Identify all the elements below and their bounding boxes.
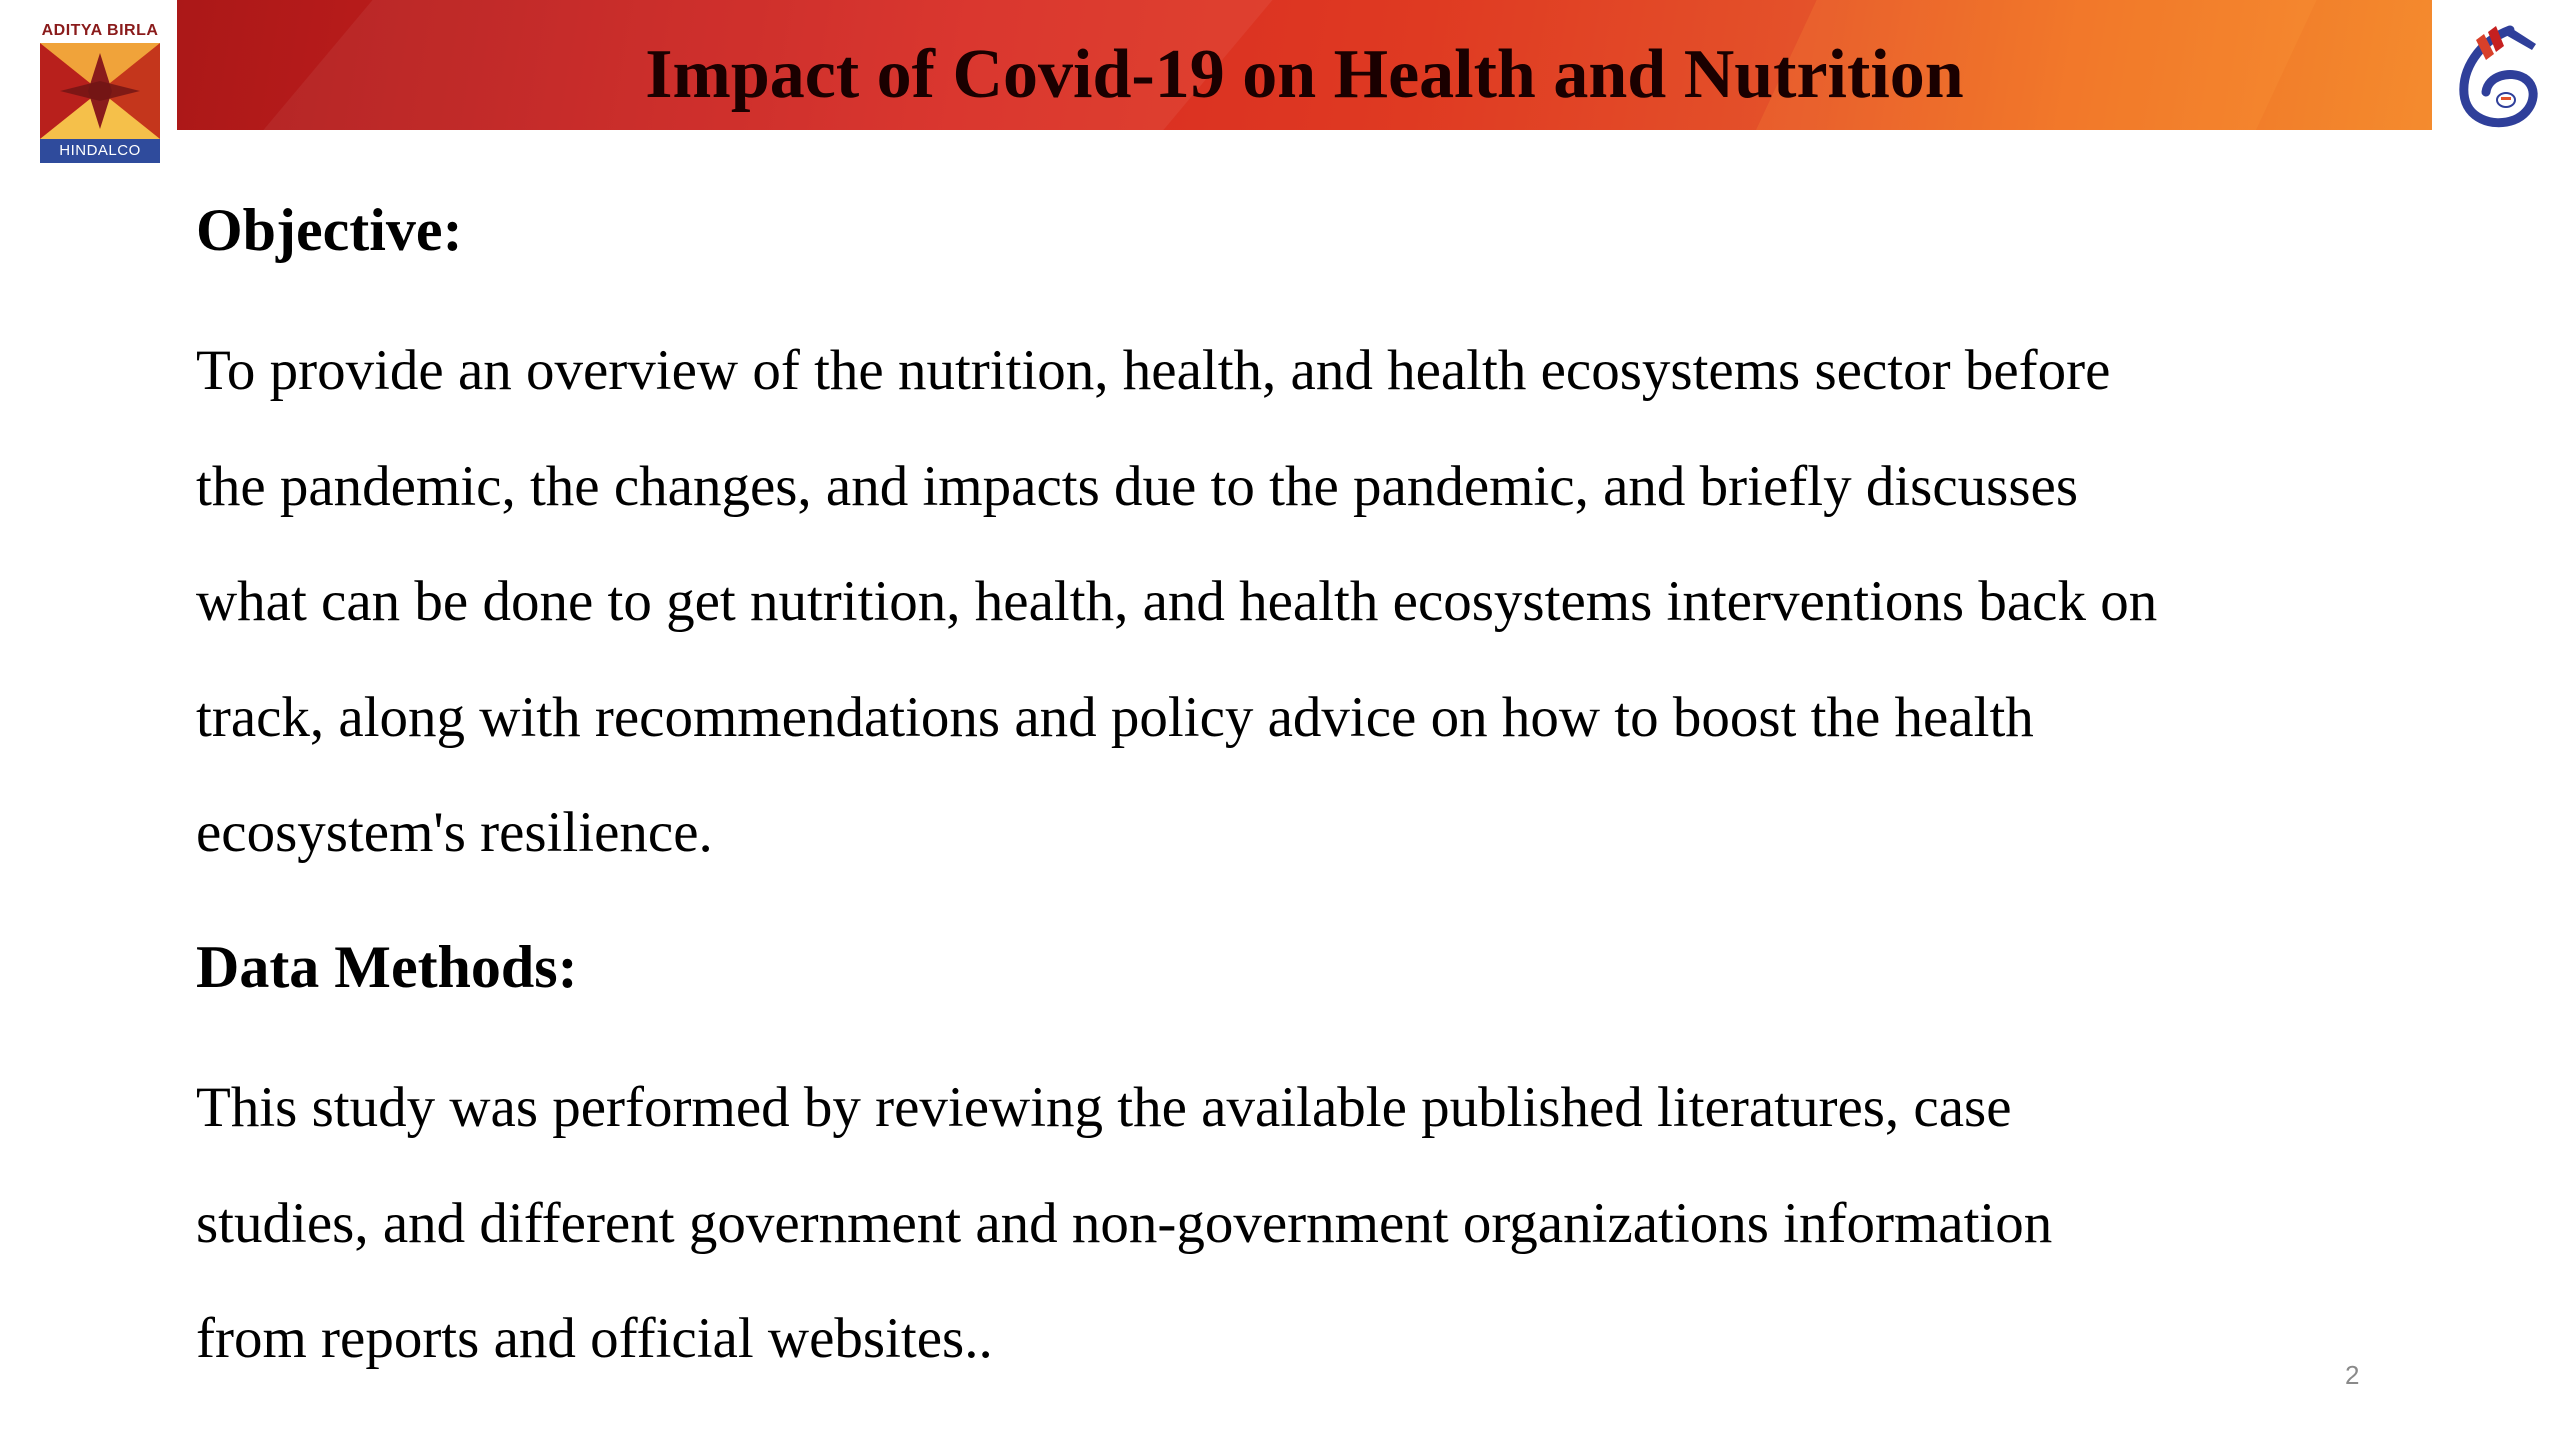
data-methods-line: from reports and official websites..: [196, 1307, 993, 1370]
objective-line: ecosystem's resilience.: [196, 801, 713, 864]
aditya-birla-sun-icon: [40, 43, 160, 139]
page-number: 2: [2345, 1360, 2360, 1390]
data-methods-line: This study was performed by reviewing the available published literatures, case: [196, 1076, 2012, 1139]
data-methods-heading: Data Methods:: [196, 934, 578, 1000]
slide-title: Impact of Covid-19 on Health and Nutrition: [645, 36, 1964, 113]
objective-text: [196, 313, 2446, 891]
aditya-birla-hindalco-logo: [37, 21, 163, 159]
objective-heading: Objective:: [196, 197, 463, 263]
logo-brand-top-text: ADITYA BIRLA: [41, 22, 159, 39]
data-methods-line: studies, and different government and non-government organizations information: [196, 1191, 2053, 1255]
logo-brand-bottom-text: HINDALCO: [40, 139, 160, 163]
institution-logo-icon: [2448, 22, 2548, 132]
objective-line: the pandemic, the changes, and impacts due to the pandemic, and briefly discusses: [196, 454, 2079, 518]
objective-line: track, along with recommendations and policy advice on how to boost the health: [196, 685, 2034, 749]
data-methods-text: [196, 1050, 2446, 1397]
objective-line: what can be done to get nutrition, health, and health ecosystems interventions back on: [196, 570, 2158, 633]
title-banner: [177, 0, 2432, 130]
objective-line: To provide an overview of the nutrition, health, and health ecosystems sector before: [196, 339, 2111, 402]
